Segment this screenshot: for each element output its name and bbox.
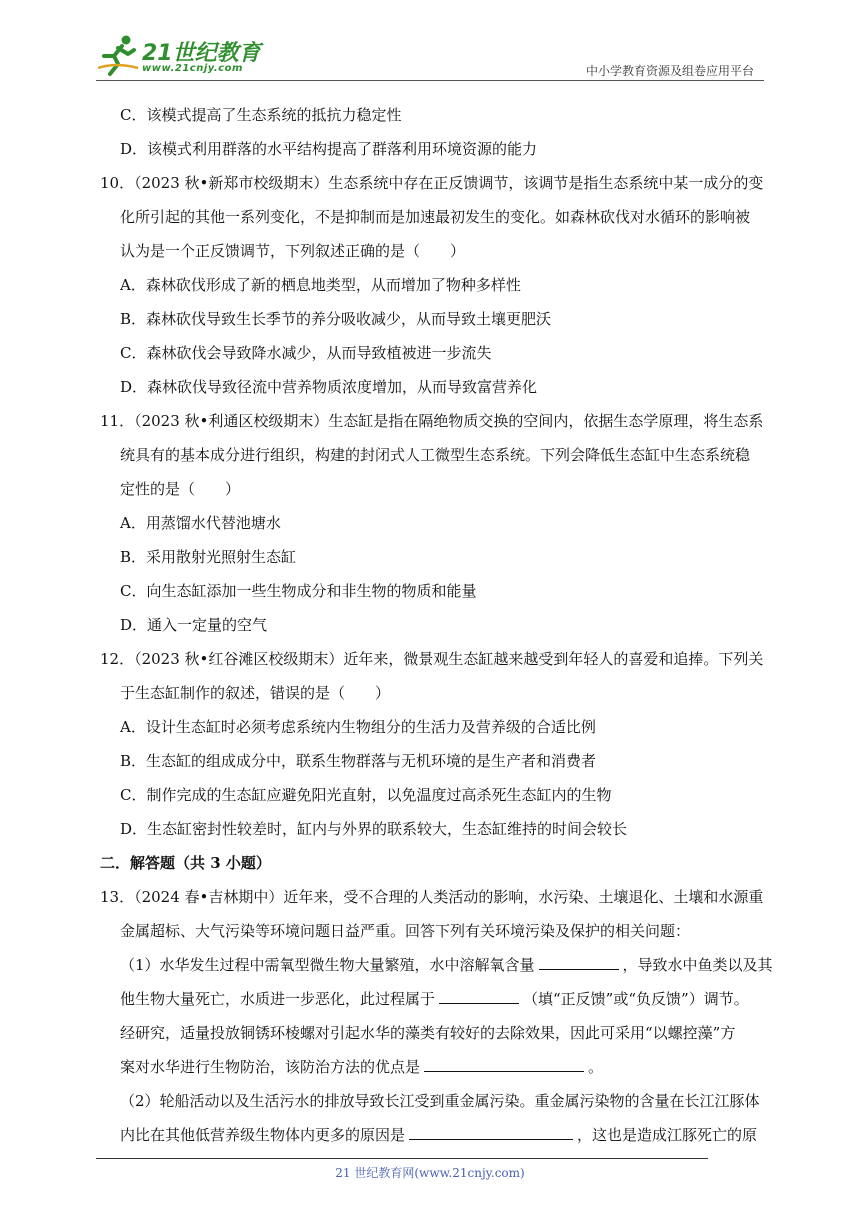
q13-part1-line — [100, 1050, 766, 1084]
q13-part1-line: 经研究，适量投放铜锈环棱螺对引起水华的藻类有较好的去除效果，因此可采用“以螺控藻”方 — [120, 1024, 736, 1042]
q13-text: 案对水华进行生物防治，该防治方法的优点是 — [120, 1058, 421, 1076]
platform-title: 中小学教育资源及组卷应用平台 — [585, 64, 754, 78]
logo-brand-text: 21世纪教育 — [142, 41, 261, 66]
question-text-line: 化所引起的其他一系列变化，不是抑制而是加速最初发生的变化。如森林砍伐对水循环的影响被 — [120, 208, 751, 226]
question-text-line: 定性的是（ ） — [120, 480, 241, 498]
question-13-line: 13．（2024 春•吉林期中）近年来，受不合理的人类活动的影响，水污染、土壤退化、土壤和水源重 — [100, 888, 764, 906]
footer-link[interactable]: 21 世纪教育网(www.21cnjy.com) — [335, 1166, 525, 1180]
q13-text: （填“正反馈”或“负反馈”）调节。 — [523, 990, 749, 1008]
option-line: B．生态缸的组成成分中，联系生物群落与无机环境的是生产者和消费者 — [120, 752, 597, 770]
page-header — [0, 0, 860, 86]
answer-blank[interactable] — [539, 953, 619, 970]
question-text-line: 认为是一个正反馈调节，下列叙述正确的是（ ） — [120, 242, 466, 260]
option-line: D．生态缸密封性较差时，缸内与外界的联系较大，生态缸维持的时间会较长 — [120, 820, 628, 838]
option-line: D．通入一定量的空气 — [120, 616, 268, 634]
option-line: D．森林砍伐导致径流中营养物质浓度增加，从而导致富营养化 — [120, 378, 538, 396]
option-line: A．设计生态缸时必须考虑系统内生物组分的生活力及营养级的合适比例 — [120, 718, 596, 736]
option-line: C．该模式提高了生态系统的抵抗力稳定性 — [120, 106, 402, 124]
question-10-line: 10．（2023 秋•新郑市校级期末）生态系统中存在正反馈调节，该调节是指生态系统中某一成分的变 — [100, 174, 764, 192]
logo-url-text: www.21cnjy.com — [142, 63, 243, 74]
q13-text: 内比在其他低营养级生物体内更多的原因是 — [120, 1126, 406, 1144]
option-line: C．向生态缸添加一些生物成分和非生物的物质和能量 — [120, 582, 477, 600]
option-line: B．森林砍伐导致生长季节的养分吸收减少，从而导致土壤更肥沃 — [120, 310, 552, 328]
q13-part1-line — [100, 982, 766, 1016]
option-line: A．用蒸馏水代替池塘水 — [120, 514, 281, 532]
answer-blank[interactable] — [439, 987, 519, 1004]
option-line: A．森林砍伐形成了新的栖息地类型，从而增加了物种多样性 — [120, 276, 521, 294]
site-logo[interactable] — [96, 30, 266, 80]
runner-logo-icon — [96, 34, 140, 76]
document-body — [100, 98, 773, 1152]
question-text-line: 金属超标、大气污染等环境问题日益严重。回答下列有关环境污染及保护的相关问题： — [120, 922, 691, 940]
option-line: D．该模式利用群落的水平结构提高了群落利用环境资源的能力 — [120, 140, 538, 158]
option-line: C．森林砍伐会导致降水减少，从而导致植被进一步流失 — [120, 344, 492, 362]
q13-text: 。 — [588, 1058, 604, 1076]
q13-text: （1）水华发生过程中需氧型微生物大量繁殖，水中溶解氧含量 — [120, 956, 535, 974]
q13-part2-line — [100, 1118, 766, 1152]
header-divider — [96, 80, 764, 81]
q13-text: ，导致水中鱼类以及其 — [622, 956, 773, 974]
q13-part2-line: （2）轮船活动以及生活污水的排放导致长江受到重金属污染。重金属污染物的含量在长江江豚体 — [120, 1092, 760, 1110]
section-heading: 二．解答题（共 3 小题） — [100, 854, 271, 872]
question-text-line: 统具有的基本成分进行组织，构建的封闭式人工微型生态系统。下列会降低生态缸中生态系统稳 — [120, 446, 751, 464]
q13-text: ，这也是造成江豚死亡的原 — [577, 1126, 758, 1144]
q13-text: 他生物大量死亡，水质进一步恶化，此过程属于 — [120, 990, 436, 1008]
question-text-line: 于生态缸制作的叙述，错误的是（ ） — [120, 684, 391, 702]
q13-part1-line — [100, 948, 773, 982]
option-line: C．制作完成的生态缸应避免阳光直射，以免温度过高杀死生态缸内的生物 — [120, 786, 612, 804]
question-12-line: 12．（2023 秋•红谷滩区校级期末）近年来，微景观生态缸越来越受到年轻人的喜爱和追捧。下列关 — [100, 650, 764, 668]
question-11-line: 11．（2023 秋•利通区校级期末）生态缸是指在隔绝物质交换的空间内，依据生态学原理，将生态系 — [100, 412, 764, 430]
answer-blank[interactable] — [424, 1055, 584, 1072]
option-line: B．采用散射光照射生态缸 — [120, 548, 297, 566]
footer-divider — [96, 1158, 708, 1159]
answer-blank[interactable] — [409, 1123, 573, 1140]
